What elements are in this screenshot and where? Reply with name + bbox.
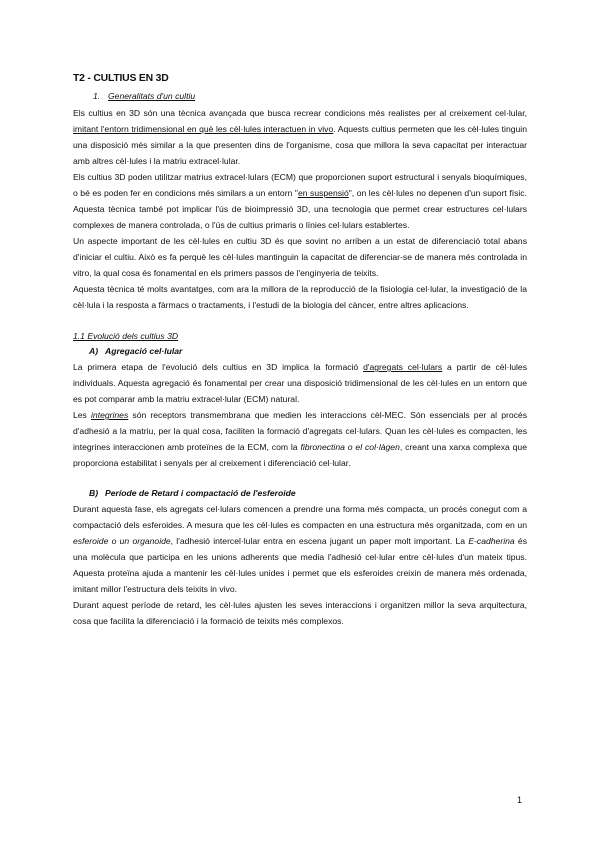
- paragraph-ecm: [73, 169, 527, 233]
- paragraph-intro: [73, 105, 527, 169]
- section-number: 1.: [93, 91, 101, 101]
- section-heading-generalitats: [93, 89, 527, 104]
- document-body: [73, 72, 527, 629]
- paragraph-agregacio: [73, 359, 527, 407]
- subsection-heading-evolucio: 1.1 Evolució dels cultius 3D: [73, 331, 179, 341]
- text-run: Els cultius en 3D són una tècnica avançada que busca recrear condicions més realistes per al creixement cel·lular,: [73, 108, 527, 118]
- underlined-text: en suspensió: [297, 188, 349, 198]
- underlined-text: imitant l'entorn tridimensional en què les cèl·lules interactuen in vivo: [73, 124, 334, 134]
- text-run: ", on les cèl·lules no depenen d'un suport físic. Aquesta tècnica també pot implicar l'ús de bioimpressió 3D, una tecnologia que permet crear estructures cel·lulars complexes de manera controlada, o l'ús de cultius primaris o línies cel·lulars establertes.: [73, 188, 527, 230]
- paragraph-retard: Durant aquest període de retard, les cèl·lules ajusten les seves interaccions i organitzen millor la seva arquitectura, cosa que facilita la diferenciació i la formació de teixits més complexos.: [73, 600, 527, 626]
- text-run: La primera etapa de l'evolució dels cultius en 3D implica la formació: [73, 362, 364, 372]
- text-run: a partir de cèl·lules individuals. Aquesta agregació és fonamental per crear una disposició tridimensional de les cèl·lules en un entorn que es pot comparar amb la matriu extracel·lular (ECM) natural.: [73, 362, 527, 404]
- text-run: és una molècula que participa en les unions adherents que media l'adhesió cel·lular entre cèl·lules d'un mateix tipus. Aquesta proteïna ajuda a mantenir les cèl·lules unides i permet que els esferoides creixin de manera més ordenada, imitant millor l'estructura dels teixits in vivo.: [73, 536, 527, 594]
- paragraph-advantages: Aquesta tècnica té molts avantatges, com ara la millora de la reproducció de la fisiologia cel·lular, la investigació de la cèl·lula i la resposta a fàrmacs o tractaments, i l'estudi de la biologia del càncer, entre altres aplicacions.: [73, 284, 527, 310]
- page-number: 1: [517, 795, 523, 805]
- italic-text: esferoide o un organoide: [73, 536, 171, 546]
- section-heading-agregacio: [89, 344, 527, 359]
- section-title: Període de Retard i compactació de l'esferoide: [105, 488, 296, 498]
- paragraph-compactacio: [73, 501, 527, 597]
- italic-text: E-cadherina: [468, 536, 515, 546]
- section-heading-retard: [89, 486, 527, 501]
- section-title: Generalitats d'un cultiu: [108, 91, 196, 101]
- text-run: són receptors transmembrana que medien les interaccions cèl-MEC. Són essencials per al procés d'adhesió a la matriu, per la qual cosa, faciliten la formació d'agregats cel·lulars. Quan les cèl·lules es compacten, les integrines interaccionen amb proteïnes de la ECM, com la: [73, 410, 527, 452]
- spacer: [73, 471, 527, 486]
- text-run: Les: [73, 410, 91, 420]
- section-title: Agregació cel·lular: [105, 346, 183, 356]
- italic-underlined-text: integrines: [91, 410, 129, 420]
- text-run: Durant aquesta fase, els agregats cel·lulars comencen a prendre una forma més compacta, un procés conegut com a compactació dels esferoides. A mesura que les cèl·lules es compacten en una estructura més organitzada, com en un: [73, 504, 527, 530]
- document-title: T2 - CULTIUS EN 3D: [73, 73, 169, 84]
- text-run: Els cultius 3D poden utilitzar matrius extracel·lulars (ECM) que proporcionen suport estructural i senyals bioquímiques, o bé es poden fer en condicions més similars a un entorn ": [73, 172, 527, 198]
- text-run: . Aquests cultius permeten que les cèl·lules tinguin una disposició més similar a la que presenten dins de l'organisme, cosa que millora la seva capacitat per interactuar amb altres cèl·lules i la matriu extracel·lular.: [73, 124, 527, 166]
- section-letter: B): [89, 488, 99, 498]
- italic-text: fibronectina o el col·làgen: [300, 442, 400, 452]
- text-run: , creant una xarxa complexa que proporciona estabilitat i senyals per al creixement i diferenciació cel·lular.: [73, 442, 527, 468]
- paragraph-integrines: [73, 407, 527, 471]
- text-run: , l'adhesió intercel·lular entra en escena jugant un paper molt important. La: [170, 536, 469, 546]
- paragraph-differentiation: Un aspecte important de les cèl·lules en cultiu 3D és que sovint no arriben a un estat de diferenciació total abans d'iniciar el cultiu. Això es fa perquè les cèl·lules mantinguin la capacitat de diferenciar-se de manera més controlada in vitro, la qual cosa és fonamental en els primers passos de l'enginyeria de teixits.: [73, 236, 527, 278]
- section-letter: A): [89, 346, 99, 356]
- underlined-text: d'agregats cel·lulars: [363, 362, 443, 372]
